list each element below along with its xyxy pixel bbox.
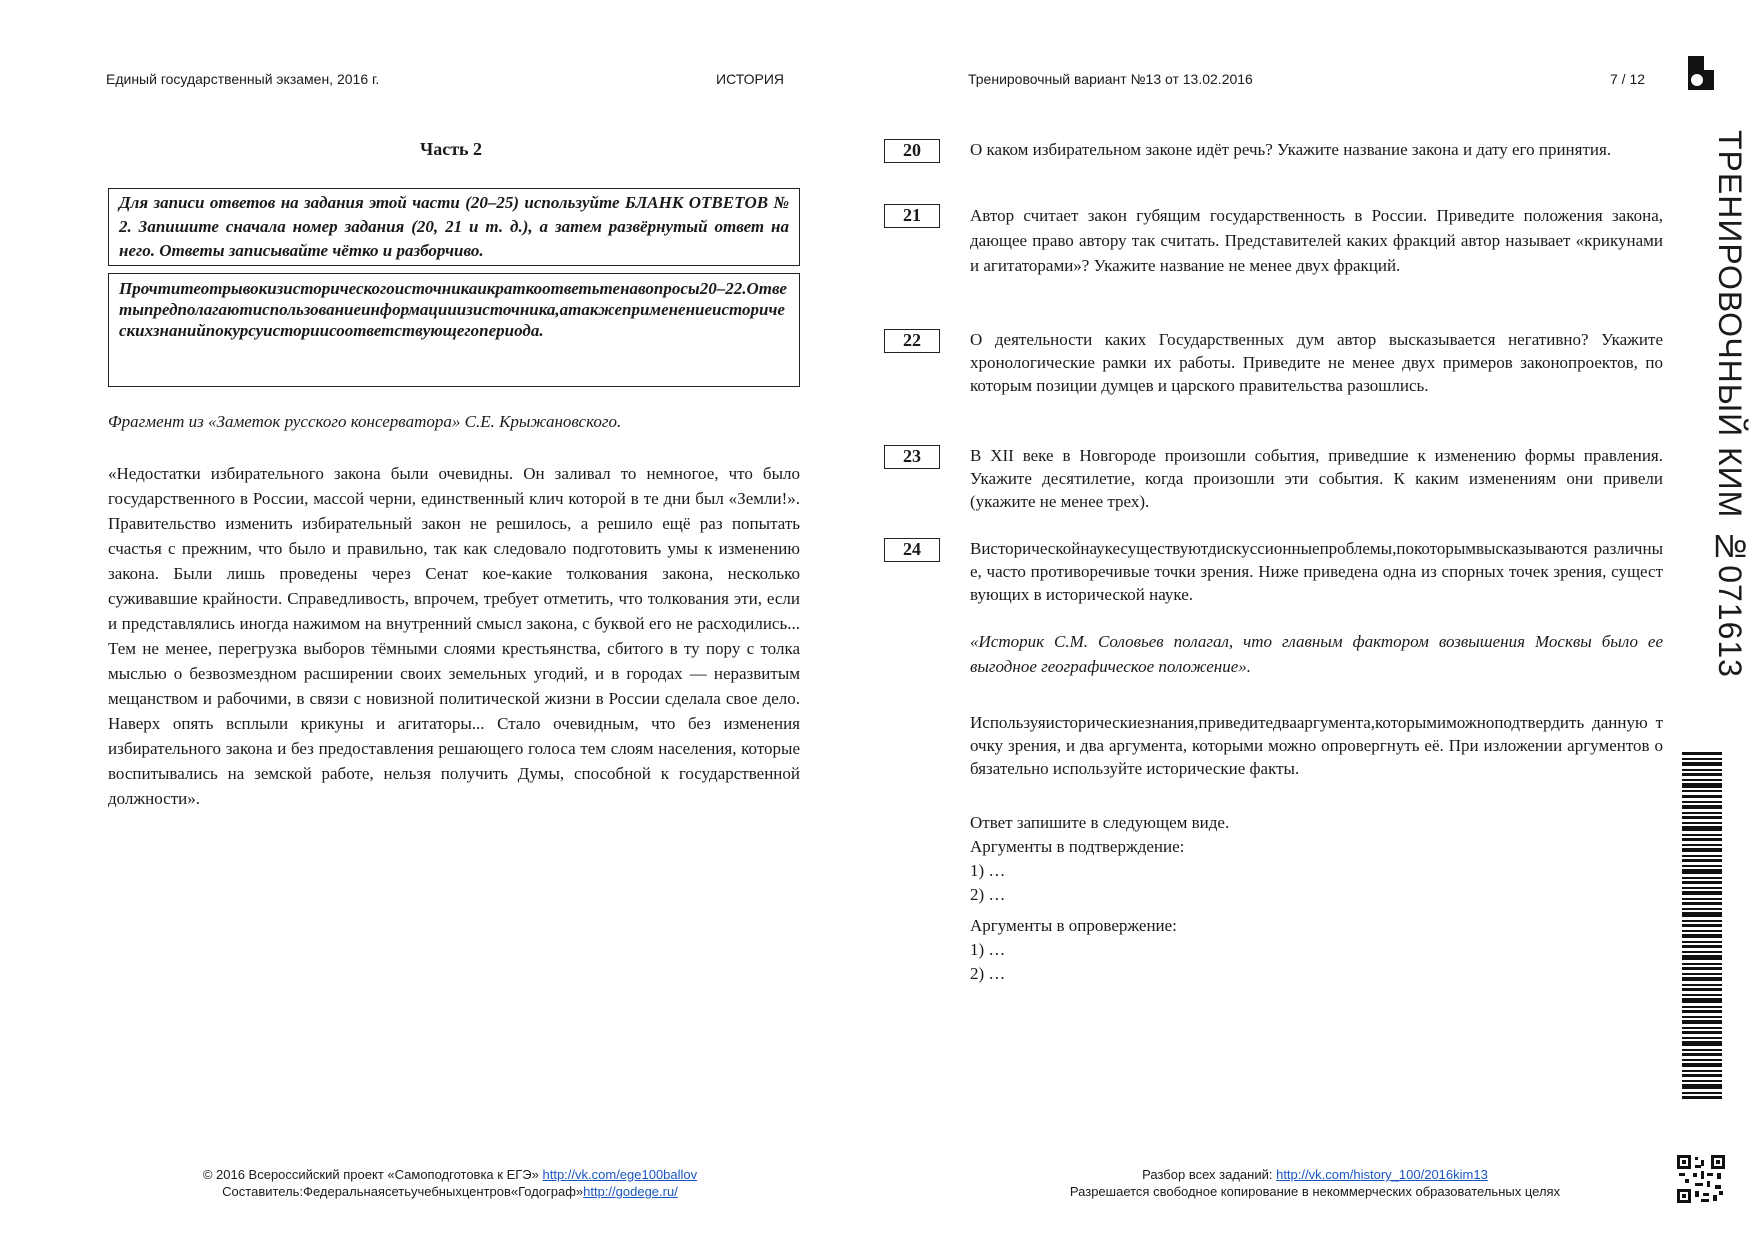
analysis-link[interactable]: http://vk.com/history_100/2016kim13 [1276, 1167, 1488, 1182]
corner-marker-icon [1688, 56, 1714, 90]
footer-copyright: © 2016 Всероссийский проект «Самоподготовка к ЕГЭ» [202, 1167, 539, 1182]
question-text-21: Автор считает закон губящим государственность в России. Приведите положения закона, дающее право автору так считать. Представителей каких фракций автор называет «крикунами и агитаторами»? Укажите название не менее двух фракций. [970, 206, 1663, 275]
task-instruction-box: Прочтитеотрывокизисторическогоисточникаикраткоответьтенавопросы20–22.Ответыпредполагаютиспользованиеинформацииизисточника,атакжеприменениеисторическихзнанийпокурсуисториисоответствующегопериода. [108, 273, 800, 387]
footer-right [1000, 1166, 1630, 1200]
source-caption: Фрагмент из «Заметок русского консерватора» С.Е. Крыжановского. [108, 412, 622, 431]
question-number-23: 23 [884, 445, 940, 469]
answer-intro: Ответ запишите в следующем виде. [970, 813, 1230, 832]
footer-left [110, 1166, 790, 1200]
footer-compiler: Составитель:Федеральнаясетьучебныхцентров«Годограф» [222, 1184, 584, 1199]
confirm-label: Аргументы в подтверждение: [970, 837, 1185, 856]
question-number-21: 21 [884, 204, 940, 228]
confirm-item-1: 1) … [970, 861, 1006, 880]
question-number-22: 22 [884, 329, 940, 353]
question-24-task: Используяисторическиезнания,приведитедвааргумента,которымиможноподтвердить данную точку зрения, и два аргумента, которыми можно опровергнуть её. При изложении аргументов обязательно используйте исторические факты. [970, 713, 1663, 778]
qr-code-icon [1677, 1155, 1725, 1203]
variant-title: Тренировочный вариант №13 от 13.02.2016 [968, 71, 1253, 87]
subject-title: ИСТОРИЯ [716, 71, 785, 87]
confirm-item-2: 2) … [970, 885, 1006, 904]
question-24-quote: «Историк С.М. Соловьев полагал, что главным фактором возвышения Москвы было ее выгодное географическое положение». [970, 632, 1663, 676]
refute-item-2: 2) … [970, 964, 1006, 983]
footer-analysis-label: Разбор всех заданий: [1142, 1167, 1273, 1182]
refute-item-1: 1) … [970, 940, 1006, 959]
question-text-24: Висторическойнаукесуществуютдискуссионныепроблемы,покоторымвысказываются различные, часто противоречивые точки зрения. Ниже приведена одна из спорных точек зрения, существующих в исторической науке. [970, 539, 1663, 604]
source-text: «Недостатки избирательного закона были очевидны. Он заливал то немногое, что было государственного в России, массой черни, единственный клич которой в те дни был «Земли!». Правительство изменить избирательный закон не решилось, а решило ещё раз попытать счастья с прежним, что было и правильно, так как следовало подготовить умы к изменению закона. Были лишь проведены через Сенат кое-какие толкования закона, несколько суживавшие крайности. Справедливость, впрочем, требует отметить, что толкования эти, если и представлялись иногда нажимом на внутренний смысл закона, с буквой его не расходились... Тем не менее, перегрузка выборов тёмными слоями крестьянства, сбитого в ту пору с толка мыслью о безвозмездном расширении своих земельных угодий, и в городах — неразвитым мещанством и рабочими, в связи с новизной политической жизни в России сделала свое дело. Наверх опять всплыли крикуны и агитаторы... Стало очевидным, что без изменения избирательного закона и без предоставления решающего голоса тем слоям населения, которые воспитывались на земской работе, нельзя получить Думы, способной к государственной должности». [108, 464, 800, 808]
question-text-20: О каком избирательном законе идёт речь? Укажите название закона и дату его принятия. [970, 140, 1612, 159]
barcode-icon [1682, 752, 1722, 1100]
godege-link[interactable]: http://godege.ru/ [583, 1184, 678, 1199]
question-text-22: О деятельности каких Государственных дум автор высказывается негативно? Укажите хронологические рамки их работы. Приведите не менее двух примеров законопроектов, по которым позиции думцев и царского правительства разошлись. [970, 330, 1663, 395]
question-text-23: В XII веке в Новгороде произошли события, приведшие к изменению формы правления. Укажите десятилетие, когда произошли эти события. К каким изменениям они привели (укажите не менее трех). [970, 446, 1663, 511]
instruction-box: Для записи ответов на задания этой части (20–25) используйте БЛАНК ОТВЕТОВ № 2. Запишите сначала номер задания (20, 21 и т. д.), а затем развёрнутый ответ на него. Ответы записывайте чётко и разборчиво. [108, 188, 800, 266]
vertical-variant-title: ТРЕНИРОВОЧНЫЙ КИМ №071613 [1712, 130, 1748, 678]
part-title: Часть 2 [420, 139, 483, 159]
footer-license: Разрешается свободное копирование в некоммерческих образовательных целях [1069, 1184, 1561, 1199]
exam-title: Единый государственный экзамен, 2016 г. [106, 71, 380, 87]
question-number-24: 24 [884, 538, 940, 562]
refute-label: Аргументы в опровержение: [970, 916, 1177, 935]
page-number: 7 / 12 [1610, 71, 1646, 87]
question-number-20: 20 [884, 139, 940, 163]
vk-link[interactable]: http://vk.com/ege100ballov [542, 1167, 698, 1182]
